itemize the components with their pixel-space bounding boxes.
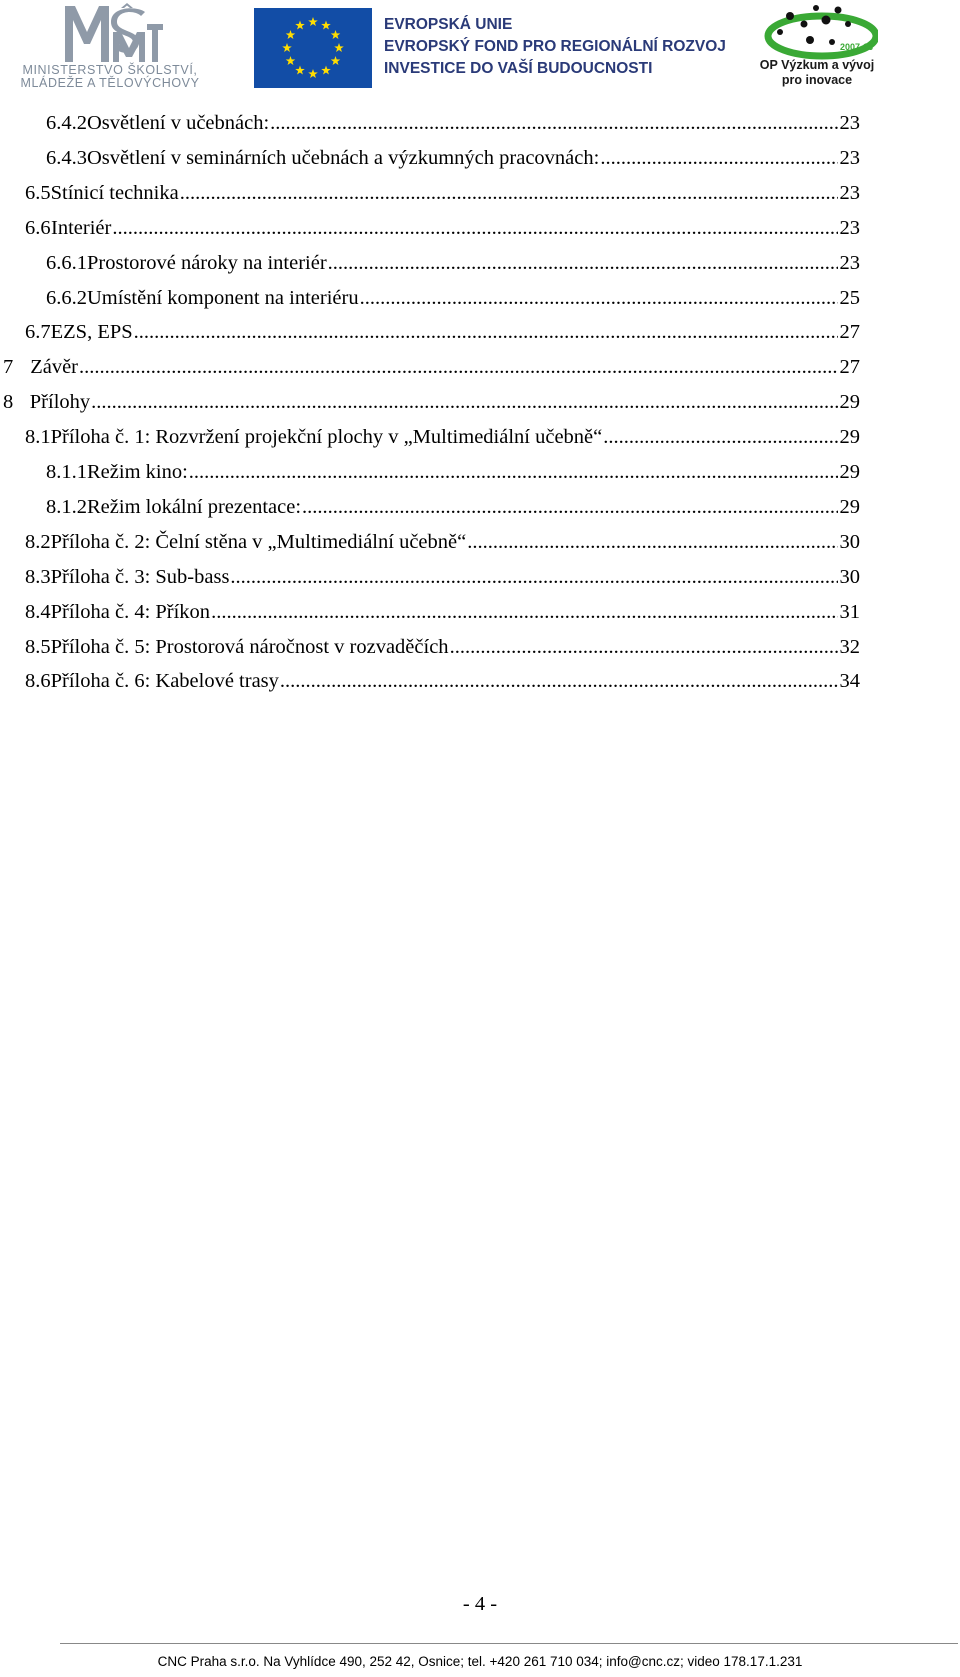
msmt-logo-icon [63, 2, 163, 64]
toc-entry-title: Příloha č. 2: Čelní stěna v „Multimediální učebně“ [50, 530, 467, 553]
page-number: - 4 - [462, 1593, 498, 1615]
toc-entry-page: 34 [839, 670, 860, 693]
toc-entry-page: 23 [839, 251, 860, 274]
toc-entry-leader [189, 461, 838, 484]
toc-entry-leader [603, 426, 837, 449]
toc-entry[interactable] [46, 252, 860, 282]
toc-entry-title: Přílohy [29, 391, 91, 414]
toc-entry-page: 31 [839, 600, 860, 623]
toc-entry-title: Režim kino: [87, 461, 188, 483]
toc-entry-number: 8.1.1 [46, 461, 87, 483]
eu-logo [254, 6, 754, 90]
toc-entry-leader [302, 496, 837, 519]
toc-entry-title: EZS, EPS [50, 321, 133, 344]
toc-entry-page: 27 [839, 356, 860, 379]
toc-entry[interactable] [25, 531, 860, 561]
toc-entry-title: Příloha č. 6: Kabelové trasy [50, 670, 279, 693]
toc-entry-page: 30 [839, 565, 860, 588]
toc-entry-number: 8.6 [25, 670, 51, 693]
toc-entry-number: 6.4.2 [46, 112, 87, 134]
toc-entry-leader [328, 252, 838, 275]
eu-caption [384, 14, 726, 80]
msmt-logo [8, 0, 208, 96]
toc-entry-page: 29 [839, 461, 860, 483]
toc-entry-page: 23 [839, 181, 860, 204]
toc-entry-title: Osvětlení v seminárních učebnách a výzkumných pracovnách: [87, 146, 600, 169]
toc-entry-page: 29 [839, 426, 860, 449]
toc-entry-title: Osvětlení v učebnách: [87, 112, 270, 134]
toc-entry-leader [134, 321, 838, 344]
toc-entry[interactable] [25, 670, 860, 700]
eu-line2: EVROPSKÝ FOND PRO REGIONÁLNÍ ROZVOJ [384, 38, 726, 55]
toc-entry-leader [180, 182, 838, 205]
toc-entry-number: 8.3 [25, 565, 51, 588]
toc-entry[interactable] [46, 287, 860, 317]
eu-line3: INVESTICE DO VAŠÍ BUDOUCNOSTI [384, 60, 653, 77]
toc-entry-number: 8.1 [25, 426, 51, 449]
toc-entry-page: 29 [839, 391, 860, 414]
toc-entry-title: Režim lokální prezentace: [87, 495, 302, 518]
toc-entry-title: Interiér [51, 216, 112, 239]
toc-entry-page: 23 [839, 146, 860, 169]
toc-entry-number: 8.2 [25, 530, 51, 553]
toc-entry-title: Příloha č. 1: Rozvržení projekční plochy v „Multimediální učebně“ [50, 426, 603, 449]
toc-entry[interactable] [25, 217, 860, 247]
toc-entry[interactable] [3, 391, 860, 421]
toc-entry-title: Umístění komponent na interiéru [87, 286, 359, 309]
toc-entry-number: 6.6.1 [46, 251, 87, 274]
toc-entry-page: 23 [839, 112, 860, 134]
toc-entry[interactable] [46, 147, 860, 177]
toc-entry[interactable] [25, 182, 860, 212]
toc-entry-page: 29 [839, 495, 860, 518]
toc-entry[interactable] [25, 426, 860, 456]
footer-company-line: CNC Praha s.r.o. Na Vyhlídce 490, 252 42, Osnice; tel. +420 261 710 034; info@cnc.cz; video 178.17.1.231 [157, 1654, 803, 1669]
toc-entry-number: 6.7 [25, 321, 51, 344]
msmt-line1: MINISTERSTVO ŠKOLSTVÍ, [22, 63, 198, 77]
toc-entry-number: 7 [3, 356, 14, 379]
eu-flag-icon [254, 8, 372, 88]
toc-entry-title: Prostorové nároky na interiér [87, 251, 327, 274]
msmt-caption [10, 64, 210, 90]
toc-entry-leader [230, 566, 837, 589]
toc-entry-leader [360, 287, 838, 310]
toc-entry-title: Příloha č. 5: Prostorová náročnost v rozvaděčích [50, 635, 449, 658]
eu-line1: EVROPSKÁ UNIE [384, 16, 513, 33]
toc-entry-leader [600, 147, 837, 170]
toc-entry-title: Závěr [30, 356, 78, 379]
toc-entry-title: Příloha č. 4: Příkon [50, 600, 211, 623]
op-caption [752, 58, 882, 88]
toc-entry[interactable] [46, 461, 860, 491]
toc-entry[interactable] [25, 566, 860, 596]
toc-entry-number: 8.1.2 [46, 495, 87, 518]
toc-entry[interactable] [46, 112, 860, 142]
toc-entry-page: 32 [839, 635, 860, 658]
footer-divider [60, 1643, 958, 1644]
op-line1: OP Výzkum a vývoj [759, 58, 875, 72]
toc-entry-number: 6.4.3 [46, 146, 87, 169]
toc-entry[interactable] [25, 636, 860, 666]
op-years: 2007-13 [840, 42, 874, 52]
toc-entry-title: Příloha č. 3: Sub-bass [50, 565, 230, 588]
toc-entry-number: 6.6 [25, 216, 51, 239]
toc-entry[interactable] [46, 496, 860, 526]
toc-entry-number: 6.6.2 [46, 286, 87, 309]
toc-entry-title: Stínicí technika [50, 181, 179, 204]
page-header [0, 0, 960, 100]
toc-entry-leader [450, 636, 838, 659]
toc-entry-leader [280, 670, 838, 693]
toc-entry-page: 23 [839, 216, 860, 239]
toc-entry-leader [270, 112, 837, 135]
toc-entry-leader [467, 531, 837, 554]
toc-entry-number: 8.5 [25, 635, 51, 658]
toc-entry-number: 8.4 [25, 600, 51, 623]
toc-entry-leader [211, 601, 837, 624]
toc-entry-leader [91, 391, 837, 414]
toc-entry-number: 6.5 [25, 181, 51, 204]
op-vavpi-logo [752, 2, 882, 94]
toc-entry-number: 8 [3, 391, 14, 414]
toc-entry-page: 25 [839, 286, 860, 309]
toc-entry-page: 27 [839, 321, 860, 344]
toc-entry[interactable] [3, 356, 860, 386]
toc-entry-page: 30 [839, 530, 860, 553]
toc-entry[interactable] [25, 601, 860, 631]
msmt-line2: MLÁDEŽE A TĚLOVÝCHOVY [20, 76, 200, 90]
op-line2: pro inovace [781, 73, 853, 87]
toc-entry[interactable] [25, 321, 860, 351]
toc-entry-leader [112, 217, 837, 240]
op-vavpi-logo-icon [760, 2, 878, 60]
toc-entry-leader [79, 356, 838, 379]
